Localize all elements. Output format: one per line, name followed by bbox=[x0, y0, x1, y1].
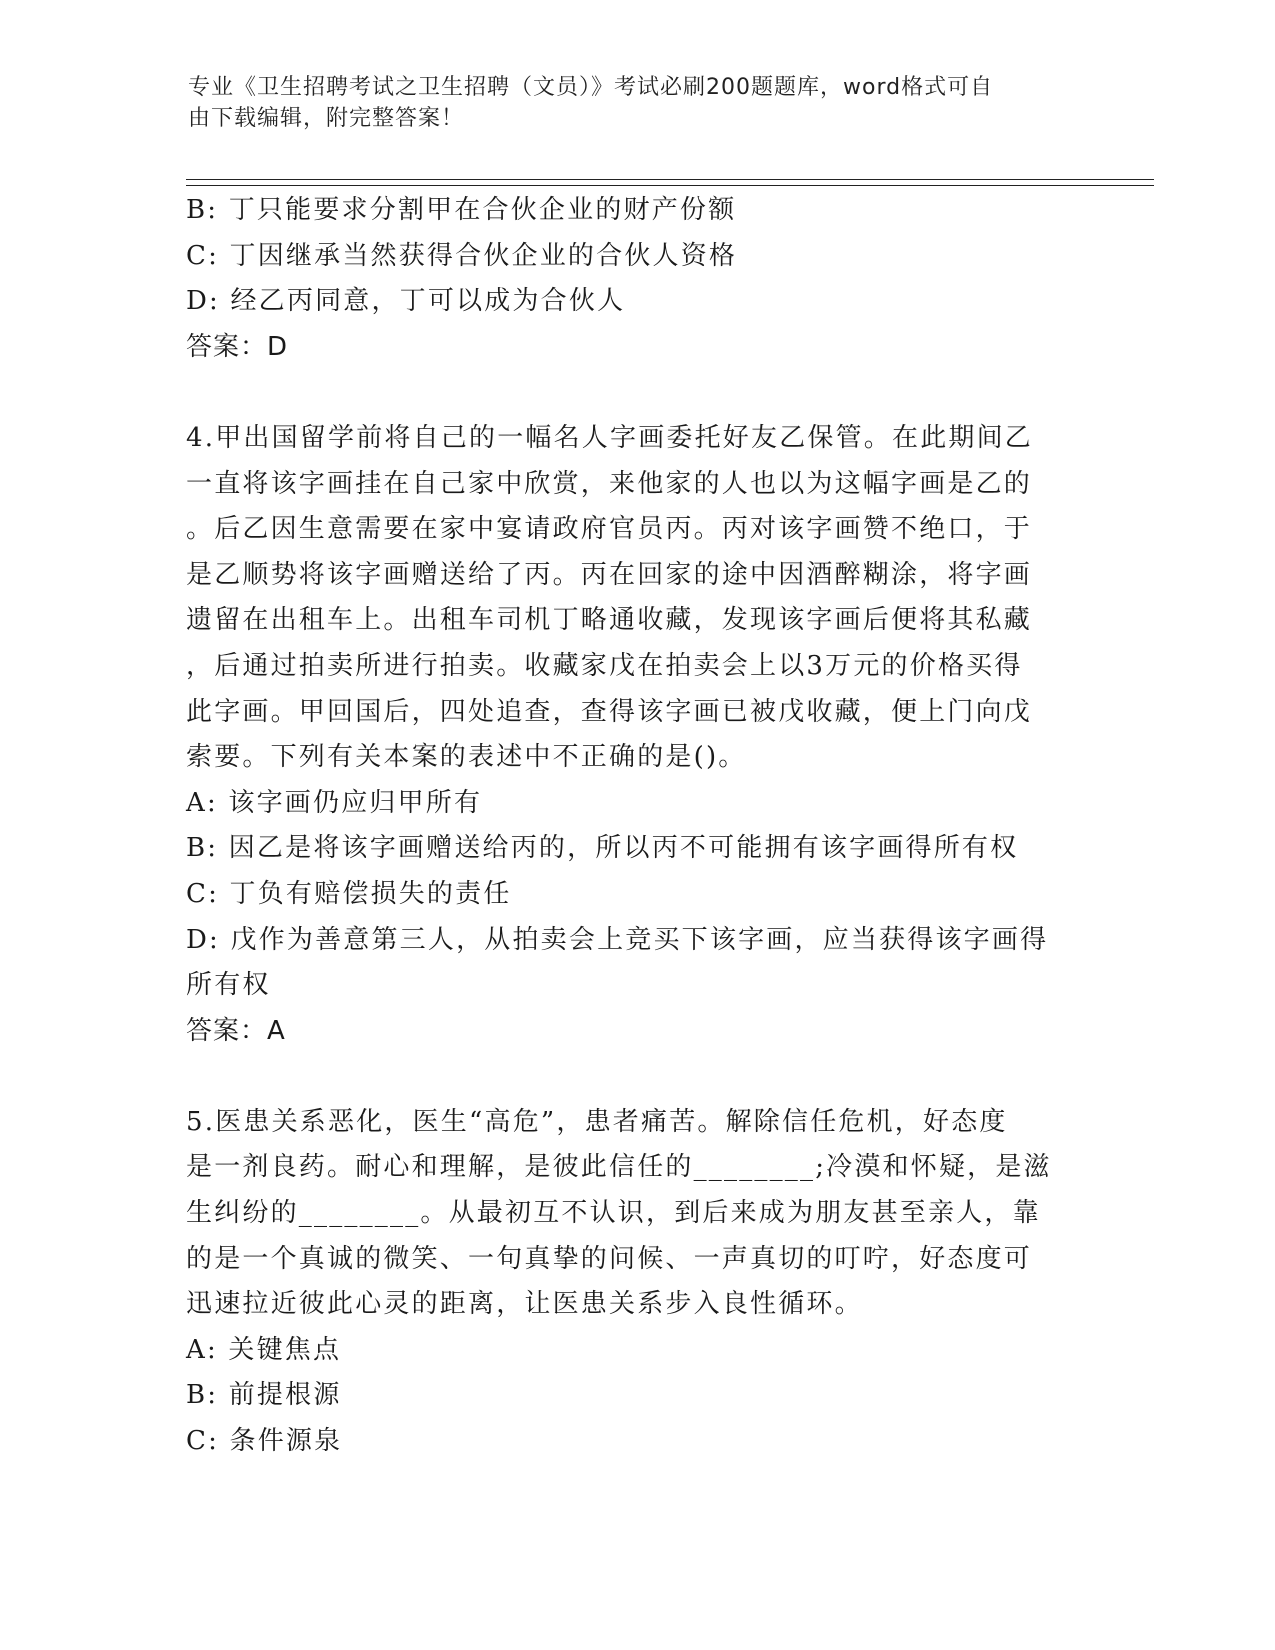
question-stem-line: 索要。下列有关本案的表述中不正确的是()。 bbox=[186, 742, 747, 773]
answer-label: 答案：D bbox=[186, 331, 289, 362]
question-stem-line: 是乙顺势将该字画赠送给了丙。丙在回家的途中因酒醉糊涂，将字画 bbox=[186, 559, 1033, 590]
question-stem-line: 迅速拉近彼此心灵的距离，让医患关系步入良性循环。 bbox=[186, 1289, 863, 1320]
answer-label: 答案：A bbox=[186, 1015, 286, 1046]
document-body bbox=[186, 188, 1076, 1465]
option-b: B: 因乙是将该字画赠送给丙的，所以丙不可能拥有该字画得所有权 bbox=[186, 833, 1019, 864]
header-line-2: 由下载编辑，附完整答案！ bbox=[188, 106, 465, 131]
question-stem-line: 一直将该字画挂在自己家中欣赏，来他家的人也以为这幅字画是乙的 bbox=[186, 468, 1033, 499]
spacer bbox=[186, 370, 1076, 416]
question-stem-line: 。后乙因生意需要在家中宴请政府官员丙。丙对该字画赞不绝口，于 bbox=[186, 514, 1033, 545]
question-stem-line: 5.医患关系恶化，医生“高危”，患者痛苦。解除信任危机，好态度 bbox=[186, 1106, 1008, 1137]
question-stem-line: 4.甲出国留学前将自己的一幅名人字画委托好友乙保管。在此期间乙 bbox=[186, 422, 1034, 453]
question-5-block bbox=[186, 1100, 1076, 1465]
option-c: C: 丁因继承当然获得合伙企业的合伙人资格 bbox=[186, 240, 738, 271]
document-header bbox=[188, 72, 1068, 134]
question-4-block bbox=[186, 416, 1076, 1054]
question-stem-line: 生纠纷的________。从最初互不认识，到后来成为朋友甚至亲人，靠 bbox=[186, 1198, 1041, 1229]
question-stem-line: ，后通过拍卖所进行拍卖。收藏家戊在拍卖会上以3万元的价格买得 bbox=[186, 650, 1023, 681]
option-d: D: 经乙丙同意，丁可以成为合伙人 bbox=[186, 286, 626, 317]
prev-question-block bbox=[186, 188, 1076, 370]
option-d: D: 戊作为善意第三人，从拍卖会上竞买下该字画，应当获得该字画得 bbox=[186, 924, 1049, 955]
option-b: B: 丁只能要求分割甲在合伙企业的财产份额 bbox=[186, 195, 737, 225]
spacer bbox=[186, 1054, 1076, 1100]
option-a: A: 该字画仍应归甲所有 bbox=[186, 787, 483, 818]
header-rule-top bbox=[186, 179, 1154, 180]
question-stem-line: 此字画。甲回国后，四处追查，查得该字画已被戊收藏，便上门向戊 bbox=[186, 696, 1033, 727]
option-c: C: 丁负有赔偿损失的责任 bbox=[186, 878, 512, 909]
header-line-1: 专业《卫生招聘考试之卫生招聘（文员）》考试必刷200题题库，word格式可自 bbox=[188, 75, 994, 100]
header-rule-bottom bbox=[186, 185, 1154, 186]
option-d-continued: 所有权 bbox=[186, 970, 271, 1001]
question-stem-line: 遗留在出租车上。出租车司机丁略通收藏，发现该字画后便将其私藏 bbox=[186, 605, 1033, 636]
option-a: A: 关键焦点 bbox=[186, 1334, 342, 1365]
question-stem-line: 是一剂良药。耐心和理解，是彼此信任的________;冷漠和怀疑，是滋 bbox=[186, 1152, 1052, 1183]
question-stem-line: 的是一个真诚的微笑、一句真挚的问候、一声真切的叮咛，好态度可 bbox=[186, 1243, 1033, 1274]
option-c: C: 条件源泉 bbox=[186, 1426, 343, 1457]
option-b: B: 前提根源 bbox=[186, 1380, 342, 1411]
